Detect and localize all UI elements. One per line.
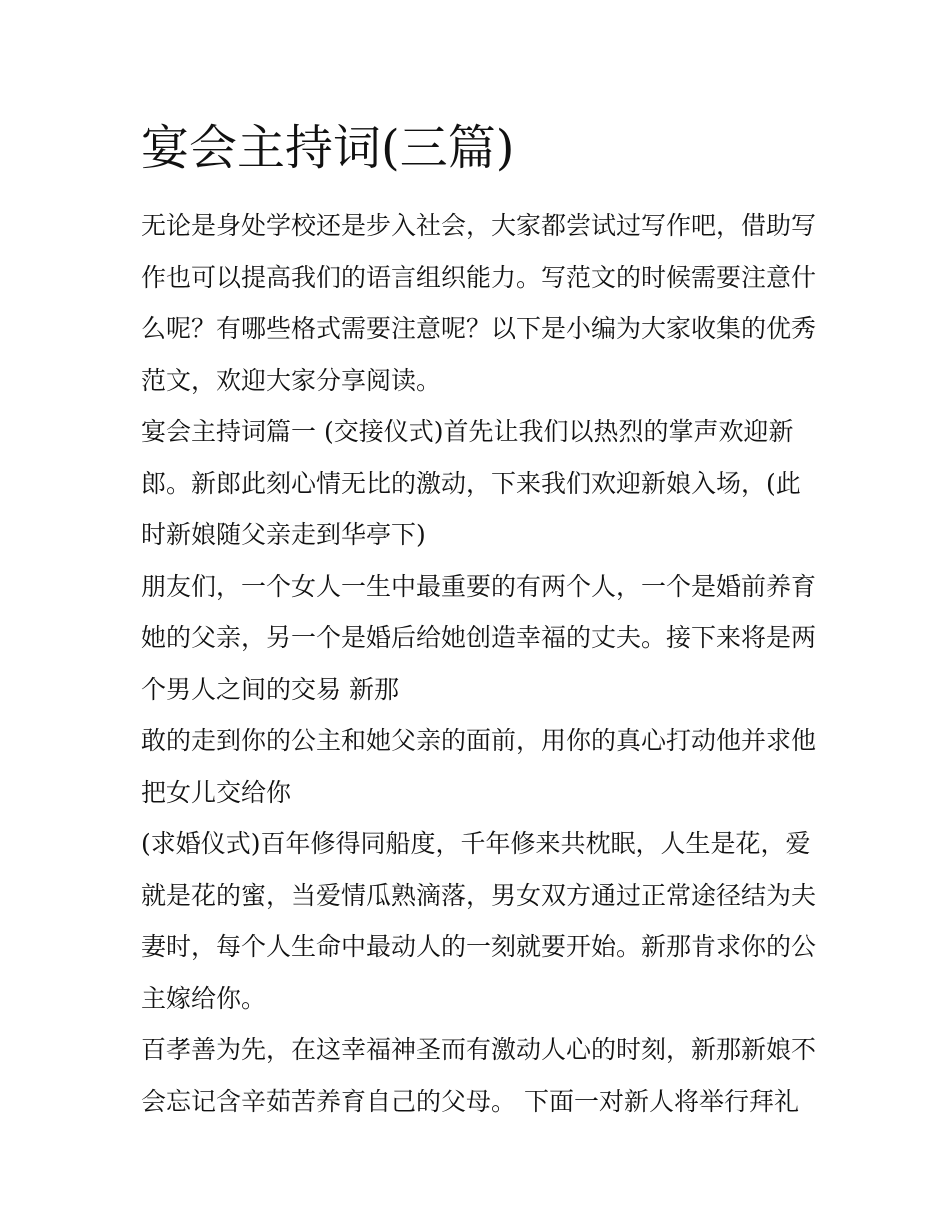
paragraph-approach-father — [141, 715, 816, 818]
document-content — [141, 112, 816, 1127]
paragraph-proposal-ceremony — [141, 818, 816, 1024]
text-line: 无论是身处学校还是步入社会，大家都尝试过写作吧，借助写 — [141, 211, 817, 240]
paragraph-handover-ceremony — [141, 406, 816, 561]
text-line: 郎。新郎此刻心情无比的激动，下来我们欢迎新娘入场，(此 — [141, 468, 801, 498]
paragraph-intro — [141, 200, 816, 406]
text-line: 范文，欢迎大家分享阅读。 — [141, 365, 442, 395]
text-line: 敢的走到你的公主和她父亲的面前，用你的真心打动他并求他 — [141, 726, 817, 755]
text-line: 会忘记含辛茹苦养育自己的父母。 下面一对新人将举行拜礼 — [141, 1086, 799, 1116]
text-line: 主嫁给你。 — [141, 983, 267, 1013]
text-line: 作也可以提高我们的语言组织能力。写范文的时候需要注意什 — [141, 262, 817, 292]
text-line: 她的父亲，另一个是婚后给她创造幸福的丈夫。接下来将是两 — [141, 623, 817, 652]
text-line: 么呢？有哪些格式需要注意呢？以下是小编为大家收集的优秀 — [141, 314, 817, 343]
text-line: (求婚仪式)百年修得同船度，千年修来共枕眠，人生是花，爱 — [141, 829, 811, 858]
paragraph-filial-piety — [141, 1024, 816, 1127]
text-line: 妻时，每个人生命中最动人的一刻就要开始。新那肯求你的公 — [141, 932, 817, 961]
text-line: 个男人之间的交易 新那 — [141, 674, 399, 704]
paragraph-friends — [141, 561, 816, 716]
text-line: 就是花的蜜，当爱情瓜熟滴落，男女双方通过正常途径结为夫 — [141, 880, 817, 910]
document-title: 宴会主持词(三篇) — [141, 120, 515, 176]
text-line: 时新娘随父亲走到华亭下) — [141, 520, 426, 549]
text-line: 宴会主持词篇一 (交接仪式)首先让我们以热烈的掌声欢迎新 — [141, 417, 794, 446]
text-line: 把女儿交给你 — [141, 777, 292, 807]
text-line: 百孝善为先，在这幸福神圣而有激动人心的时刻，新那新娘不 — [141, 1035, 817, 1064]
text-line: 朋友们，一个女人一生中最重要的有两个人，一个是婚前养育 — [141, 571, 817, 601]
